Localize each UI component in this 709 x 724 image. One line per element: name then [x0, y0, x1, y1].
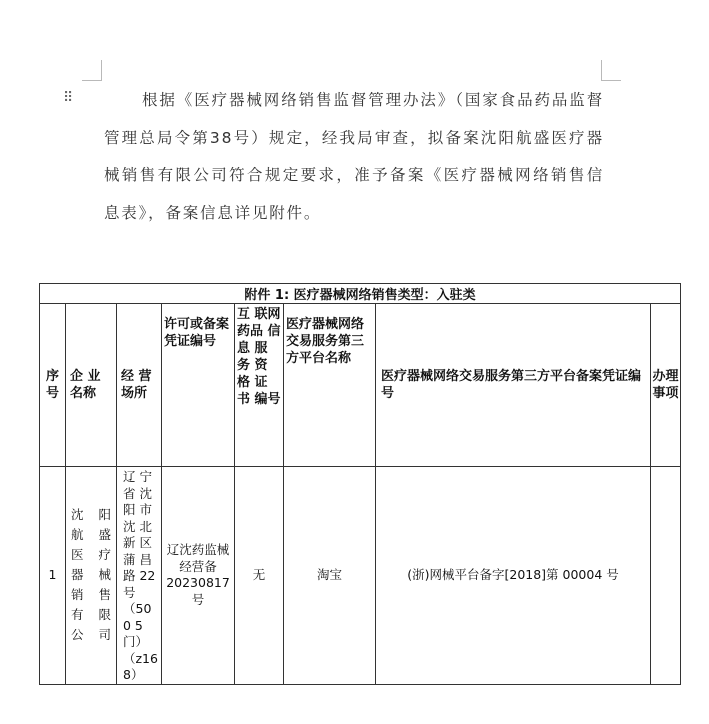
- header-business-address: 经 营 场所: [117, 304, 162, 467]
- crop-mark-top-left-horizontal: [82, 80, 102, 81]
- cell-license-number: 辽沈药监械经营备20230817号: [162, 467, 235, 685]
- cell-platform-record-number: (浙)网械平台备字[2018]第 00004 号: [376, 467, 651, 685]
- table-row: [40, 467, 681, 685]
- cell-business-address: 辽 宁 省 沈 阳 市 沈 北 新 区 蒲 昌 路 22 号 （500 5门）（z168）: [117, 467, 162, 685]
- notice-paragraph: 根据《医疗器械网络销售监督管理办法》（国家食品药品监督管理总局令第38号）规定，经我局审查，拟备案沈阳航盛医疗器械销售有限公司符合规定要求，准予备案《医疗器械网络销售信息表》，备案信息详见附件。: [104, 91, 604, 222]
- paragraph-drag-handle-icon[interactable]: ⠿: [63, 90, 73, 106]
- attachment-table: [39, 283, 681, 685]
- header-serial-no: 序号: [40, 304, 66, 467]
- header-third-party-platform-name: 医疗器械网络交易服务第三方平台名称: [284, 304, 376, 467]
- header-company-name: 企 业 名称: [66, 304, 117, 467]
- crop-mark-top-right-horizontal: [601, 80, 621, 81]
- crop-mark-top-left-vertical: [101, 60, 102, 81]
- table-title: 附件 1: 医疗器械网络销售类型：入驻类: [40, 284, 681, 304]
- header-platform-record-number: 医疗器械网络交易服务第三方平台备案凭证编号: [376, 304, 651, 467]
- header-internet-drug-info-cert: 互 联网 药品 信 息 服 务 资 格 证 书 编号: [235, 304, 284, 467]
- header-license-number: 许可或备案凭证编号: [162, 304, 235, 467]
- cell-company-name: 沈 阳 航 盛 医 疗 器 械 销 售 有 限 公司: [66, 467, 117, 685]
- header-handling-matter: 办理事项: [651, 304, 681, 467]
- cell-handling-matter: [651, 467, 681, 685]
- table-header-row: [40, 304, 681, 467]
- crop-mark-top-right-vertical: [601, 60, 602, 81]
- cell-internet-drug-info-cert: 无: [235, 467, 284, 685]
- cell-platform-name: 淘宝: [284, 467, 376, 685]
- cell-serial-no: 1: [40, 467, 66, 685]
